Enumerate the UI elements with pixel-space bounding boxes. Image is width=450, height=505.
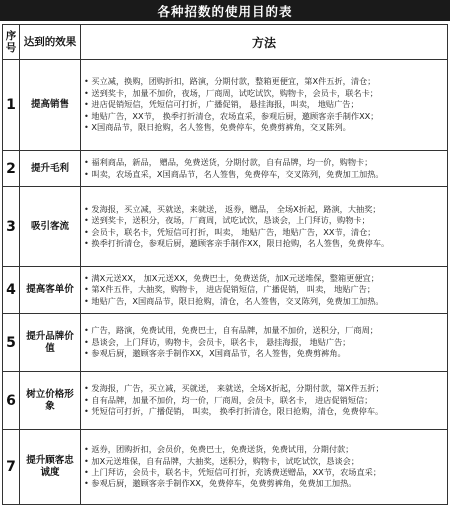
row-methods [81, 60, 448, 151]
method-line: • 参观后厨，邀顾客亲手制作XX，X国商品节，名人签售，免费剪裤角。 [84, 348, 346, 359]
row-goal: 提升顾客忠诚度 [20, 430, 81, 505]
method-line: • X国商品节，限日抢购，名人签售，免费停车，免费剪裤角，交叉陈列。 [84, 122, 351, 133]
method-line: • 换季打折清仓，参观后厨，邀顾客亲手制作XX，限日抢购，名人签售，免费停车。 [84, 237, 390, 248]
methods-table [2, 24, 448, 505]
method-line: • 买立减，换购，团购折扣，路演，分期付款，整箱更便宜，第X件五折，清仓； [84, 76, 376, 87]
row-methods [81, 430, 448, 505]
row-methods [81, 187, 448, 267]
method-line: • 上门拜访，会员卡，联名卡，凭短信可打折，充诱费送赠品，XX节，农场直采； [84, 467, 382, 477]
table-row [3, 430, 448, 505]
method-line: • 地贴广告，X国商品节，限日抢购，清仓，名人签售，交叉陈列，免费加工加热。 [84, 295, 384, 306]
row-methods [81, 151, 448, 187]
table-row [3, 314, 448, 372]
row-methods [81, 372, 448, 430]
method-line: • 叫卖，农场直采，X国商品节，名人签售，免费停车，交叉陈列，免费加工加热。 [84, 168, 384, 179]
method-line: • 加X元送堆保，自有品牌，大抽奖，送积分，购物卡，试吃试饮，恳谈会； [84, 455, 360, 466]
row-number: 2 [3, 151, 20, 187]
row-number: 3 [3, 187, 20, 267]
method-line: • 发海报，买立减，买就送，来就送， 返券，赠品， 全场X折起，路演，大抽奖； [84, 203, 381, 214]
row-number: 4 [3, 267, 20, 314]
method-line: • 地贴广告，XX节， 换季打折清仓，农场直采，参观后厨，邀顾客亲手制作XX； [84, 110, 379, 121]
table-row [3, 151, 448, 187]
table-row [3, 187, 448, 267]
row-number: 1 [3, 60, 20, 151]
method-line: • 发海报，广告，买立减，买就送， 来就送，全场X折起，分期付款，第X件五折； [84, 383, 384, 394]
table-header-row [3, 25, 448, 60]
method-line: • 参观后厨，邀顾客亲手制作XX，免费停车，免费剪裤角，免费加工加热。 [84, 478, 357, 489]
row-goal: 树立价格形象 [20, 372, 81, 430]
method-line: • 自有品牌，加量不加价，均一价，厂商周，会员卡，联名卡， 进店促销短信； [84, 394, 373, 405]
row-goal: 提高销售 [20, 60, 81, 151]
method-line: • 凭短信可打折，广播促销， 叫卖， 换季打折清仓，限日抢购，清仓，免费停车。 [84, 406, 384, 417]
document-title: 各种招数的使用目的表 [0, 0, 450, 21]
row-number: 5 [3, 314, 20, 372]
table-row [3, 60, 448, 151]
method-line: • 福利商品，新品， 赠品，免费送货，分期付款，自有品牌，均一价，购物卡； [84, 157, 373, 168]
method-line: • 进店促销短信，凭短信可打折，广播促销， 悬挂海报，叫卖， 地贴广告； [84, 99, 359, 110]
header-no: 序号 [3, 25, 20, 60]
table-row [3, 372, 448, 430]
table-row [3, 267, 448, 314]
row-goal: 提高客单价 [20, 267, 81, 314]
row-goal: 提升品牌价值 [20, 314, 81, 372]
row-methods [81, 314, 448, 372]
row-methods [81, 267, 448, 314]
method-line: • 第X件五件，大抽奖，购物卡， 进店促销短信，广播促销， 叫卖， 地贴广告； [84, 284, 376, 295]
row-number: 6 [3, 372, 20, 430]
header-method: 方法 [81, 25, 448, 60]
method-line: • 返券，团购折扣，会员价，免费巴士，免费送货，免费试用，分期付款； [84, 444, 354, 455]
method-line: • 会员卡，联名卡，凭短信可打折，叫卖， 地贴广告，地贴广告，XX节，清仓； [84, 226, 376, 237]
row-number: 7 [3, 430, 20, 505]
header-goal: 达到的效果 [20, 25, 81, 60]
method-line: • 满X元送XX， 加X元送XX，免费巴士，免费送货，加X元送堆保，整箱更便宜； [84, 272, 379, 283]
row-goal: 吸引客流 [20, 187, 81, 267]
row-goal: 提升毛利 [20, 151, 81, 187]
method-line: • 恳谈会，上门拜访，购物卡，会员卡，联名卡， 悬挂海报， 地贴广告； [84, 336, 351, 347]
method-line: • 送到奖卡，送积分，夜场，厂商周，试吃试饮，恳谈会，上门拜访，购物卡； [84, 215, 370, 226]
method-line: • 广告，路演，免费试用，免费巴士，自有品牌，加量不加价，送积分，厂商周； [84, 325, 378, 336]
method-line: • 送到奖卡，加量不加价，夜场，厂商周，试吃试饮，购物卡，会员卡，联名卡； [84, 87, 378, 98]
